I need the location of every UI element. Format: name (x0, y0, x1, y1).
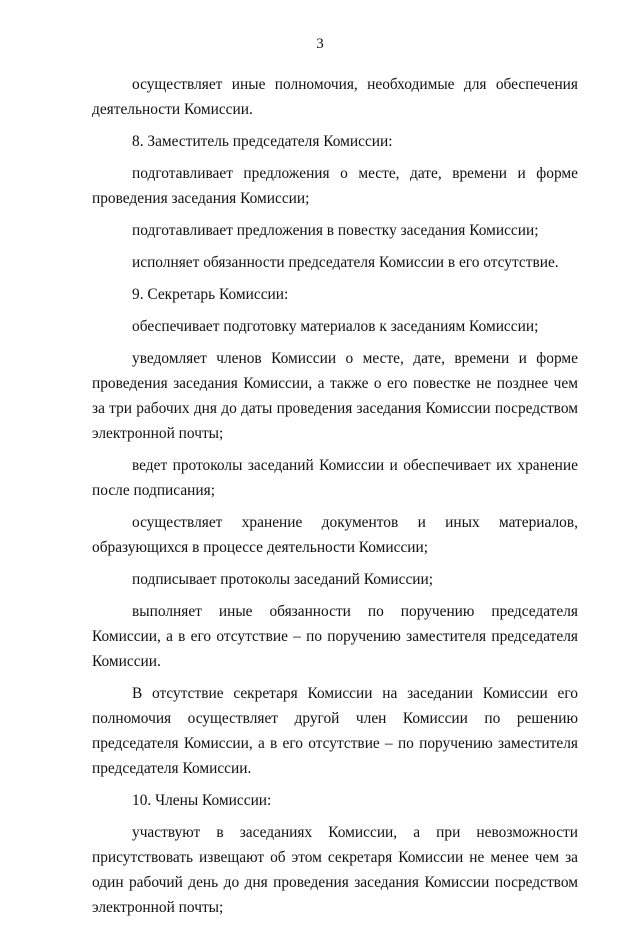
paragraph: обеспечивает подготовку материалов к заседаниям Комиссии; (132, 318, 539, 335)
page-number: 3 (316, 36, 324, 52)
paragraph: подписывает протоколы заседаний Комиссии; (132, 571, 434, 588)
section-heading-9: 9. Секретарь Комиссии: (132, 286, 289, 303)
paragraph: подготавливает предложения о месте, дате, времени и форме проведения заседания Комиссии; (92, 165, 578, 207)
paragraph: осуществляет иные полномочия, необходимые для обеспечения деятельности Комиссии. (92, 76, 578, 118)
paragraph: уведомляет членов Комиссии о месте, дате, времени и форме проведения заседания Комиссии, а также о его повестке не позднее чем за три рабочих дня до даты проведения заседания Комиссии посредством электронной почты; (92, 350, 578, 442)
paragraph: В отсутствие секретаря Комиссии на заседании Комиссии его полномочия осуществляет другой член Комиссии по решению председателя Комиссии, а в его отсутствие – по поручению заместителя председателя Комиссии. (92, 685, 578, 777)
paragraph: подготавливает предложения в повестку заседания Комиссии; (132, 222, 539, 239)
document-body (92, 72, 578, 927)
paragraph: исполняет обязанности председателя Комиссии в его отсутствие. (132, 254, 559, 271)
paragraph: ведет протоколы заседаний Комиссии и обеспечивает их хранение после подписания; (92, 457, 578, 499)
paragraph: участвуют в заседаниях Комиссии, а при невозможности присутствовать извещают об этом секретаря Комиссии не менее чем за один рабочий день до дня проведения заседания Комиссии посредством электронной почты; (92, 824, 578, 916)
section-heading-8: 8. Заместитель председателя Комиссии: (132, 133, 393, 150)
section-heading-10: 10. Члены Комиссии: (132, 792, 272, 809)
paragraph: выполняет иные обязанности по поручению председателя Комиссии, а в его отсутствие – по поручению заместителя председателя Комиссии. (92, 603, 578, 670)
paragraph: осуществляет хранение документов и иных материалов, образующихся в процессе деятельности Комиссии; (92, 514, 578, 556)
